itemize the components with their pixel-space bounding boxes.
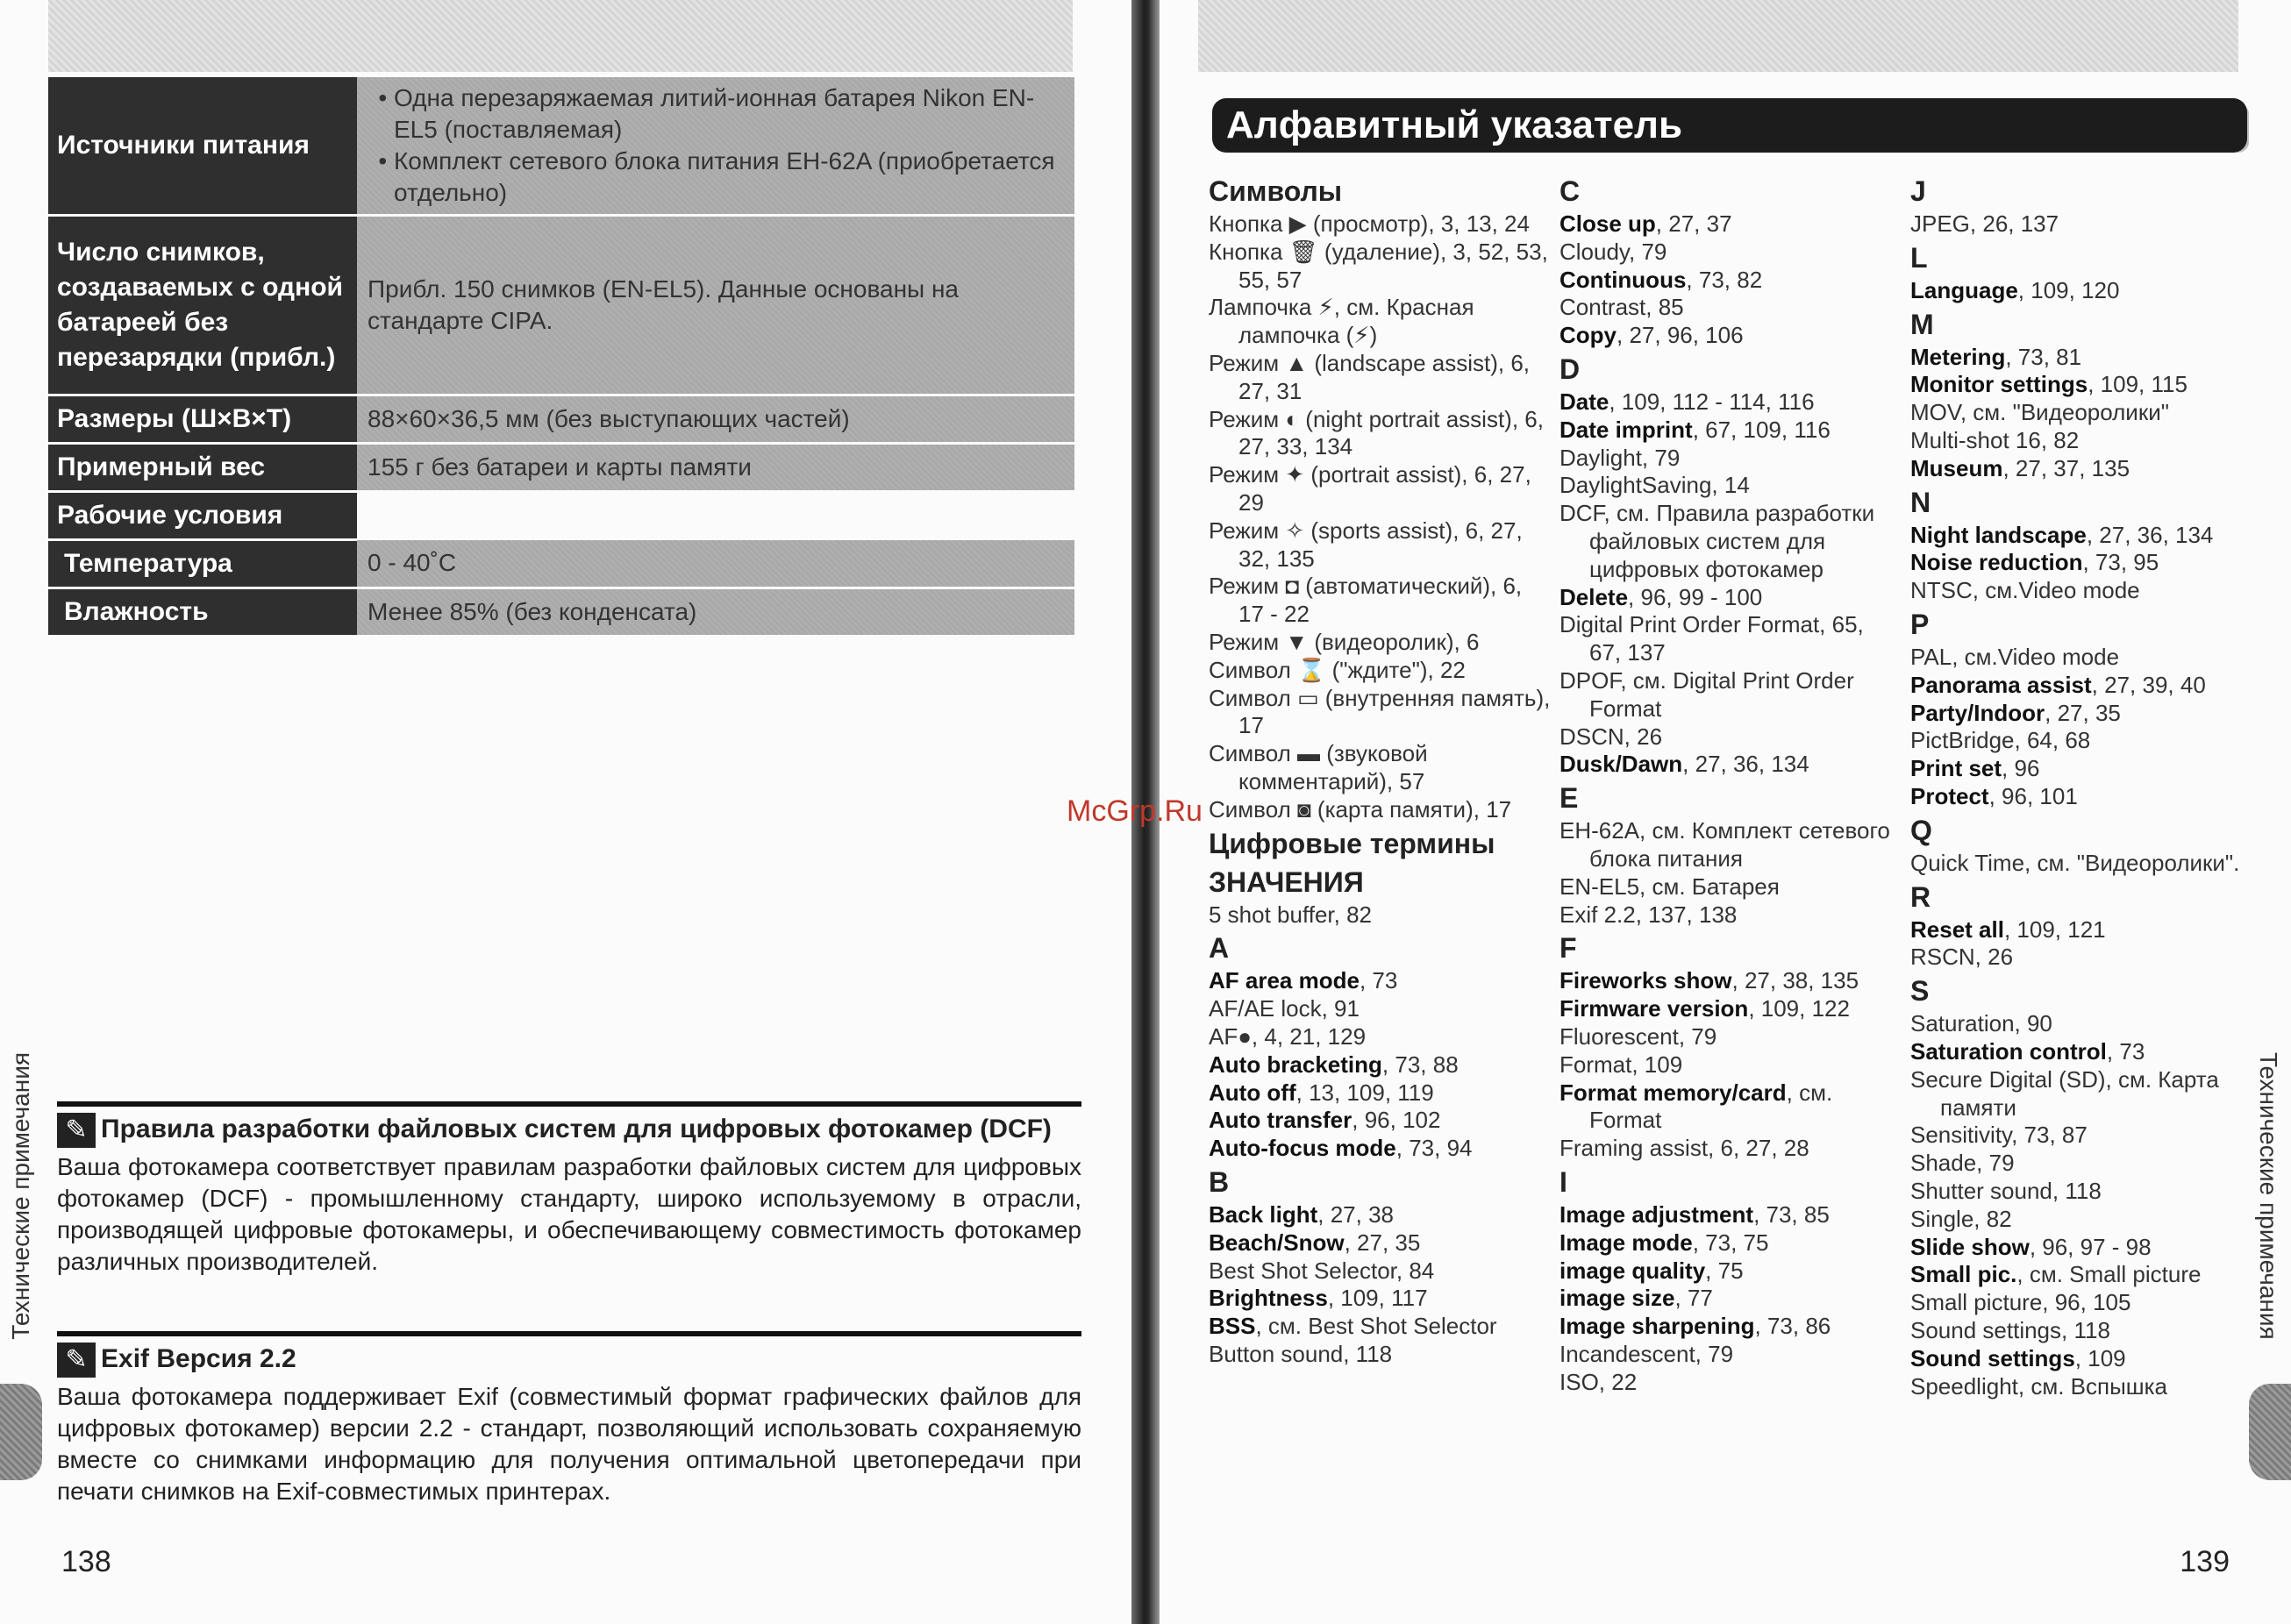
- index-term: Firmware version: [1559, 995, 1749, 1022]
- index-entry: [1559, 445, 1902, 473]
- index-text: Framing assist, 6, 27, 28: [1559, 1135, 1809, 1162]
- index-text: Режим ◘ (автоматический), 6, 17 - 22: [1209, 573, 1523, 628]
- index-entry: [1209, 517, 1551, 573]
- index-entry: [1209, 350, 1551, 406]
- index-text: Shade, 79: [1910, 1150, 2015, 1177]
- index-entry: [1910, 1066, 2252, 1122]
- index-text: , 27, 35: [2045, 699, 2121, 726]
- index-text: AF●, 4, 21, 129: [1209, 1022, 1367, 1050]
- index-text: DCF, см. Правила разработки файловых систем для цифровых фотокамер: [1559, 500, 1875, 582]
- index-entry: [1559, 901, 1902, 930]
- index-letter-heading: R: [1910, 880, 1931, 913]
- index-term: AF area mode: [1209, 967, 1360, 994]
- spec-list-item: • Комплект сетевого блока питания EH-62A (приобретается отдельно): [394, 146, 1064, 209]
- index-entry: [1559, 723, 1902, 751]
- spec-label: Влажность: [48, 588, 357, 637]
- note-exif: [57, 1331, 1081, 1507]
- index-text: , 109, 120: [2017, 276, 2120, 303]
- index-entry: [1910, 455, 2252, 483]
- index-entry: [1209, 1313, 1551, 1341]
- index-text: 5 shot buffer, 82: [1209, 901, 1372, 928]
- index-entry: [1559, 388, 1902, 417]
- spec-value: 88×60×36,5 мм (без выступающих частей): [357, 395, 1074, 444]
- spec-value: [357, 492, 1074, 540]
- page-number: 139: [2180, 1545, 2230, 1578]
- spec-value: Прибл. 150 снимков (EN-EL5). Данные основаны на стандарте CIPA.: [357, 216, 1074, 395]
- spec-row: [48, 588, 1074, 637]
- index-text: Режим ▼ (видеоролик), 6: [1209, 628, 1480, 655]
- index-entry: [1209, 573, 1551, 629]
- index-text: , 27, 37, 135: [2002, 454, 2130, 481]
- index-term: Date: [1559, 388, 1609, 415]
- index-term: Saturation control: [1910, 1037, 2107, 1065]
- index-entry: [1910, 1373, 2252, 1401]
- index-entry: [1559, 667, 1902, 723]
- index-text: Режим ▲ (landscape assist), 6, 27, 31: [1209, 349, 1531, 404]
- index-entry: [1209, 685, 1551, 741]
- spec-label: Источники питания: [48, 77, 357, 216]
- spec-label: Размеры (Ш×В×Т): [48, 395, 357, 444]
- index-letter-heading: I: [1559, 1165, 1567, 1198]
- index-entry: [1559, 995, 1902, 1023]
- header-band: [48, 0, 1073, 72]
- index-text: , 27, 38: [1317, 1200, 1394, 1228]
- spec-table: [48, 77, 1074, 637]
- index-text: , 96, 97 - 98: [2029, 1233, 2152, 1260]
- index-term: Reset all: [1910, 915, 2004, 943]
- index-term: Panorama assist: [1910, 671, 2092, 698]
- index-text: Daylight, 79: [1559, 444, 1681, 471]
- index-text: Символ ⌛ ("ждите"), 22: [1209, 656, 1466, 683]
- index-text: Quick Time, см. "Видеоролики".: [1910, 849, 2240, 876]
- note-body: Ваша фотокамера соответствует правилам разработки файловых систем для цифровых фотокамер (DCF) - промышленному стандарту, широко используемому в отрасли, производящей цифровые фотокамеры, и обеспечивающему совместимость фотокамер различных производителей.: [57, 1153, 1081, 1276]
- index-term: Museum: [1910, 454, 2003, 481]
- index-letter-heading: N: [1910, 486, 1931, 518]
- index-entry: [1209, 210, 1551, 239]
- index-text: , 73, 82: [1686, 266, 1763, 293]
- index-text: , 109: [2074, 1344, 2126, 1371]
- index-entry: [1910, 727, 2252, 755]
- spec-value: [357, 77, 1074, 216]
- index-entry: [1209, 406, 1551, 462]
- index-text: , 27, 35: [1344, 1229, 1421, 1256]
- index-term: Brightness: [1209, 1285, 1328, 1312]
- index-column: [1910, 172, 2252, 1400]
- index-text: Contrast, 85: [1559, 294, 1684, 321]
- index-entry: [1559, 1051, 1902, 1079]
- index-entry: [1910, 1261, 2252, 1289]
- index-text: , 73, 81: [2005, 343, 2082, 370]
- index-entry: [1559, 1341, 1902, 1369]
- index-text: , 109, 121: [2003, 915, 2106, 943]
- index-letter-heading: P: [1910, 608, 1930, 640]
- spec-row: [48, 77, 1074, 216]
- index-term: Back light: [1209, 1200, 1318, 1228]
- index-entry: [1559, 322, 1902, 350]
- index-term: Noise reduction: [1910, 549, 2083, 576]
- index-letter-heading: D: [1559, 353, 1581, 385]
- index-entry: [1209, 1051, 1551, 1079]
- side-section-label: Технические примечания: [2255, 1052, 2282, 1340]
- index-entry: [1209, 294, 1551, 350]
- index-entry: [1910, 427, 2252, 455]
- index-entry: [1559, 873, 1902, 901]
- index-text: , 73, 85: [1753, 1200, 1830, 1228]
- index-text: , см. Format: [1589, 1079, 1833, 1134]
- index-text: , 73: [2106, 1037, 2145, 1065]
- index-term: Image sharpening: [1559, 1313, 1755, 1340]
- index-entry: [1910, 277, 2252, 305]
- index-term: Image mode: [1559, 1229, 1693, 1256]
- index-term: image quality: [1559, 1257, 1706, 1284]
- index-entry: [1209, 461, 1551, 517]
- index-entry: [1209, 1023, 1551, 1051]
- index-entry: [1910, 1178, 2252, 1206]
- index-text: , 73, 75: [1692, 1229, 1769, 1256]
- index-text: AF/AE lock, 91: [1209, 995, 1360, 1022]
- index-text: , 27, 39, 40: [2091, 671, 2206, 698]
- index-text: Символ ▭ (внутренняя память), 17: [1209, 684, 1551, 739]
- index-entry: [1910, 700, 2252, 728]
- index-text: Secure Digital (SD), см. Карта памяти: [1910, 1065, 2219, 1121]
- spec-label: Примерный вес: [48, 444, 357, 492]
- index-text: MOV, см. "Видеоролики": [1910, 399, 2169, 426]
- spec-row: [48, 216, 1074, 395]
- index-entry: [1910, 399, 2252, 427]
- index-text: Cloudy, 79: [1559, 238, 1667, 265]
- pencil-note-icon: ✎: [57, 1343, 96, 1378]
- index-letter-heading: C: [1559, 175, 1581, 207]
- index-text: Sensitivity, 73, 87: [1910, 1122, 2088, 1149]
- note-body: Ваша фотокамера поддерживает Exif (совместимый формат графических файлов для цифровых фотокамер) версии 2.2 - стандарт, позволяющий использовать сохраняемую вместе со снимками информацию для получения оптимальной цветопередачи при печати снимков на Exif-совместимых принтерах.: [57, 1383, 1081, 1506]
- index-letter-heading: J: [1910, 175, 1926, 207]
- index-entry: [1209, 1079, 1551, 1108]
- index-entry: [1209, 239, 1551, 295]
- index-entry: [1559, 1079, 1902, 1136]
- index-term: Monitor settings: [1910, 371, 2088, 398]
- index-text: Символ ◙ (карта памяти), 17: [1209, 795, 1512, 823]
- section-tab: [0, 1384, 42, 1480]
- index-text: Режим ✦ (portrait assist), 6, 27, 29: [1209, 461, 1531, 516]
- index-entry: [1910, 755, 2252, 783]
- index-term: Auto off: [1209, 1079, 1296, 1106]
- index-text: Best Shot Selector, 84: [1209, 1257, 1435, 1284]
- index-letter-heading: Символы: [1209, 175, 1343, 207]
- index-term: Auto bracketing: [1209, 1051, 1382, 1078]
- index-entry: [1910, 1206, 2252, 1234]
- index-letter-heading: S: [1910, 975, 1930, 1008]
- index-entry: [1559, 239, 1902, 267]
- spec-label: Рабочие условия: [48, 492, 357, 540]
- index-entry: [1910, 1010, 2252, 1038]
- index-text: DSCN, 26: [1559, 723, 1663, 750]
- index-text: , 27, 36, 134: [1682, 751, 1809, 778]
- index-entry: [1910, 850, 2252, 878]
- index-text: , 96, 99 - 100: [1628, 583, 1763, 610]
- index-text: , 27, 37: [1655, 210, 1732, 237]
- index-text: Кнопка 🗑 (удаление), 3, 52, 53, 55, 57: [1209, 238, 1548, 293]
- index-term: Close up: [1559, 210, 1656, 237]
- index-entry: [1559, 294, 1902, 322]
- index-entry: [1559, 967, 1902, 995]
- index-text: PAL, см.Video mode: [1910, 643, 2120, 670]
- index-text: Saturation, 90: [1910, 1010, 2052, 1037]
- index-term: Image adjustment: [1559, 1200, 1754, 1228]
- index-text: Multi-shot 16, 82: [1910, 426, 2080, 453]
- index-term: Print set: [1910, 755, 2002, 782]
- index-entry: [1910, 1345, 2252, 1373]
- index-text: Shutter sound, 118: [1910, 1177, 2102, 1204]
- index-entry: [1910, 944, 2252, 972]
- spec-row: [48, 492, 1074, 540]
- spec-row: [48, 395, 1074, 444]
- index-letter-heading: F: [1559, 932, 1577, 965]
- note-heading: [57, 1331, 1081, 1378]
- index-text: Exif 2.2, 137, 138: [1559, 901, 1738, 928]
- page-number: 138: [61, 1545, 111, 1578]
- index-text: , 77: [1674, 1285, 1713, 1312]
- index-entry: [1559, 1229, 1902, 1257]
- index-text: Format, 109: [1559, 1051, 1683, 1078]
- index-text: , 67, 109, 116: [1692, 416, 1831, 443]
- index-text: PictBridge, 64, 68: [1910, 727, 2091, 754]
- index-entry: [1559, 1313, 1902, 1341]
- index-term: Protect: [1910, 782, 1989, 809]
- index-entry: [1910, 549, 2252, 577]
- index-entry: [1910, 210, 2252, 239]
- index-entry: [1559, 1135, 1902, 1163]
- index-text: , 73, 95: [2082, 549, 2159, 576]
- index-letter-heading: Q: [1910, 814, 1932, 846]
- index-entry: [1910, 522, 2252, 550]
- index-term: Metering: [1910, 343, 2006, 370]
- index-term: Date imprint: [1559, 416, 1693, 443]
- index-entry: [1559, 417, 1902, 445]
- index-entry: [1559, 611, 1902, 667]
- index-text: , 96: [2002, 755, 2040, 782]
- note-title: Правила разработки файловых систем для цифровых фотокамер (DCF): [101, 1115, 1052, 1143]
- index-entry: [1559, 500, 1902, 583]
- index-text: Button sound, 118: [1209, 1340, 1393, 1367]
- index-entry: [1910, 1317, 2252, 1345]
- index-term: image size: [1559, 1285, 1675, 1312]
- spec-value: 0 - 40˚С: [357, 540, 1074, 588]
- index-entry: [1910, 1289, 2252, 1317]
- index-letter-heading: Цифровые термины ЗНАЧЕНИЯ: [1209, 827, 1495, 898]
- index-text: EH-62A, см. Комплект сетевого блока питания: [1559, 817, 1890, 872]
- index-text: , 73, 88: [1381, 1051, 1459, 1078]
- index-term: Party/Indoor: [1910, 699, 2045, 726]
- index-text: Режим ◐ (night portrait assist), 6, 27, 33, 134: [1209, 405, 1544, 460]
- spec-row: [48, 540, 1074, 588]
- index-entry: [1559, 1201, 1902, 1229]
- watermark: McGrp.Ru: [1067, 794, 1203, 828]
- index-term: Small pic.: [1910, 1261, 2017, 1288]
- index-text: , 27, 36, 134: [2086, 521, 2214, 548]
- spec-row: [48, 444, 1074, 492]
- index-entry: [1910, 916, 2252, 944]
- index-entry: [1209, 1201, 1551, 1229]
- note-title: Exif Версия 2.2: [101, 1344, 296, 1373]
- index-term: Fireworks show: [1559, 967, 1732, 994]
- index-entry: [1910, 783, 2252, 811]
- index-entry: [1910, 1122, 2252, 1150]
- note-dcf: [57, 1101, 1081, 1278]
- spec-list-item: • Одна перезаряжаемая литий-ионная батарея Nikon EN-EL5 (поставляемая): [394, 82, 1064, 146]
- index-text: Режим ✧ (sports assist), 6, 27, 32, 135: [1209, 516, 1523, 572]
- index-entry: [1209, 1285, 1551, 1313]
- index-entry: [1910, 577, 2252, 605]
- index-term: Night landscape: [1910, 521, 2087, 548]
- index-term: Continuous: [1559, 266, 1687, 293]
- side-section-label: Технические примечания: [7, 1052, 34, 1340]
- index-term: Format memory/card: [1559, 1079, 1787, 1106]
- index-text: Small picture, 96, 105: [1910, 1289, 2131, 1316]
- index-entry: [1910, 644, 2252, 672]
- index-term: Slide show: [1910, 1233, 2030, 1260]
- index-text: RSCN, 26: [1910, 944, 2014, 971]
- index-entry: [1910, 1234, 2252, 1262]
- index-term: Dusk/Dawn: [1559, 751, 1683, 778]
- index-text: Кнопка ▶ (просмотр), 3, 13, 24: [1209, 210, 1530, 237]
- index-text: , 109, 122: [1748, 995, 1850, 1022]
- index-entry: [1559, 1285, 1902, 1313]
- index-text: , 13, 109, 119: [1295, 1079, 1434, 1106]
- spec-label: Число снимков, создаваемых с одной батареей без перезарядки (прибл.): [48, 216, 357, 395]
- index-text: , 73: [1359, 967, 1398, 994]
- index-entry: [1559, 817, 1902, 873]
- index-entry: [1559, 472, 1902, 500]
- index-term: Auto-focus mode: [1209, 1135, 1396, 1162]
- index-text: Символ ▬ (звуковой комментарий), 57: [1209, 740, 1428, 794]
- index-text: , 96, 101: [1988, 782, 2078, 809]
- index-entry: [1910, 1038, 2252, 1066]
- index-text: NTSC, см.Video mode: [1910, 577, 2140, 604]
- index-text: , 27, 38, 135: [1731, 967, 1859, 994]
- index-entry: [1209, 1107, 1551, 1135]
- index-letter-heading: E: [1559, 782, 1579, 815]
- index-text: Digital Print Order Format, 65, 67, 137: [1559, 611, 1864, 666]
- index-entry: [1910, 371, 2252, 399]
- index-entry: [1209, 657, 1551, 685]
- index-text: , 73, 94: [1395, 1135, 1473, 1162]
- note-heading: [57, 1101, 1081, 1148]
- index-text: Incandescent, 79: [1559, 1340, 1734, 1367]
- page-title: Алфавитный указатель: [1226, 103, 1683, 146]
- index-letter-heading: M: [1910, 308, 1934, 340]
- pencil-note-icon: ✎: [57, 1113, 96, 1148]
- index-entry: [1559, 584, 1902, 612]
- index-entry: [1209, 1341, 1551, 1369]
- index-text: , см. Best Shot Selector: [1255, 1313, 1497, 1340]
- index-entry: [1910, 1150, 2252, 1178]
- index-entry: [1209, 740, 1551, 796]
- index-entry: [1209, 901, 1551, 930]
- spec-label: Температура: [48, 540, 357, 588]
- index-text: , 75: [1705, 1257, 1744, 1284]
- index-text: Fluorescent, 79: [1559, 1022, 1717, 1050]
- index-text: ISO, 22: [1559, 1368, 1638, 1395]
- index-text: , 109, 117: [1327, 1285, 1428, 1312]
- index-text: , 109, 112 - 114, 116: [1609, 388, 1815, 415]
- index-entry: [1910, 672, 2252, 700]
- index-entry: [1559, 267, 1902, 295]
- index-text: , 27, 96, 106: [1617, 322, 1744, 349]
- index-text: Sound settings, 118: [1910, 1316, 2110, 1343]
- index-entry: [1209, 1229, 1551, 1257]
- index-entry: [1209, 995, 1551, 1023]
- index-entry: [1209, 1257, 1551, 1286]
- index-text: , 96, 102: [1352, 1107, 1441, 1134]
- index-text: Single, 82: [1910, 1205, 2012, 1232]
- index-term: Sound settings: [1910, 1344, 2075, 1371]
- index-term: Copy: [1559, 322, 1617, 349]
- index-entry: [1209, 796, 1551, 824]
- index-entry: [1910, 344, 2252, 372]
- index-entry: [1559, 1369, 1902, 1397]
- index-entry: [1559, 751, 1902, 779]
- index-term: Beach/Snow: [1209, 1229, 1345, 1256]
- index-term: BSS: [1209, 1313, 1256, 1340]
- index-entry: [1559, 1257, 1902, 1286]
- index-text: , 73, 86: [1754, 1313, 1831, 1340]
- index-letter-heading: L: [1910, 241, 1928, 274]
- index-text: DPOF, см. Digital Print Order Format: [1559, 666, 1854, 722]
- left-page: [0, 0, 1131, 1624]
- index-entry: [1209, 967, 1551, 995]
- index-column: [1209, 172, 1551, 1369]
- index-entry: [1209, 1135, 1551, 1163]
- index-text: DaylightSaving, 14: [1559, 472, 1750, 499]
- page-title-bar: [1212, 98, 2247, 153]
- index-letter-heading: A: [1209, 932, 1230, 965]
- index-entry: [1559, 210, 1902, 239]
- index-text: Лампочка ⚡, см. Красная лампочка (⚡): [1209, 294, 1474, 349]
- index-text: Speedlight, см. Вспышка: [1910, 1372, 2168, 1400]
- index-column: [1559, 172, 1902, 1396]
- index-term: Language: [1910, 276, 2018, 303]
- right-page: [1160, 0, 2291, 1624]
- index-entry: [1209, 629, 1551, 657]
- section-tab: [2249, 1384, 2291, 1480]
- index-letter-heading: B: [1209, 1165, 1230, 1198]
- index-entry: [1559, 1023, 1902, 1051]
- spec-value: 155 г без батареи и карты памяти: [357, 444, 1074, 492]
- index-term: Auto transfer: [1209, 1107, 1352, 1134]
- index-term: Delete: [1559, 583, 1629, 610]
- index-text: JPEG, 26, 137: [1910, 210, 2059, 237]
- index-text: , см. Small picture: [2016, 1261, 2202, 1288]
- spec-value: Менее 85% (без конденсата): [357, 588, 1074, 637]
- index-text: EN-EL5, см. Батарея: [1559, 873, 1780, 900]
- header-band: [1198, 0, 2238, 72]
- index-text: , 109, 115: [2088, 371, 2188, 398]
